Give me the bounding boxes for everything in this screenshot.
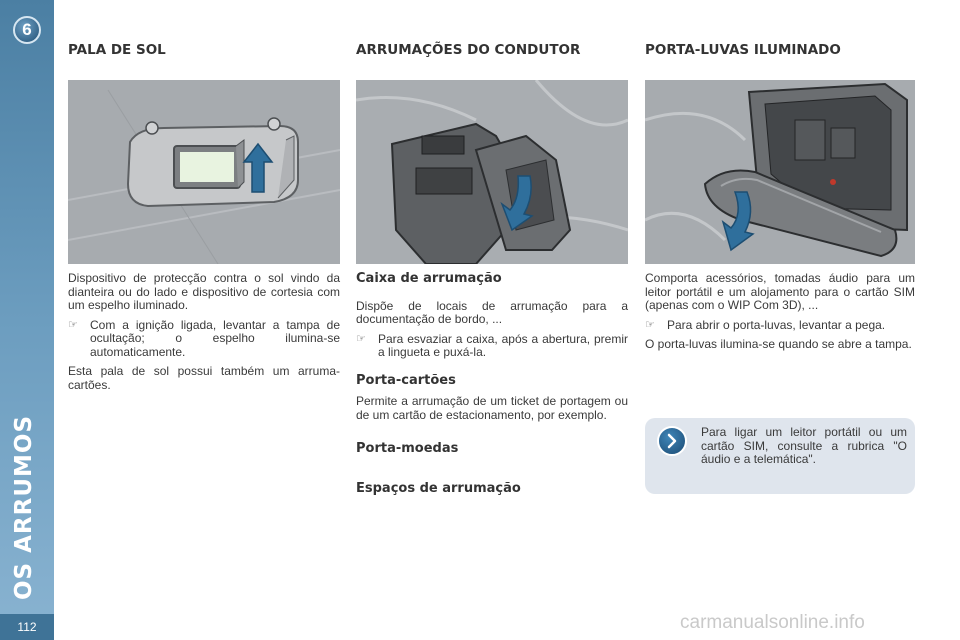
subheading-coin-holder: Porta-moedas <box>356 441 459 456</box>
glove-box-text <box>645 272 915 358</box>
sun-visor-intro: Dispositivo de protecção contra o sol vindo da dianteira ou do lado e dispositivo de cortesia com um espelho iluminado. <box>68 271 340 312</box>
subheading-storage-box: Caixa de arrumação <box>356 271 502 286</box>
storage-box-bullet <box>356 333 628 360</box>
page-number: 112 <box>0 614 54 640</box>
glove-box-bullet <box>645 319 915 333</box>
chapter-badge: 6 <box>13 16 41 44</box>
glove-box-bullet-text: Para abrir o porta-luvas, levantar a pega. <box>667 317 886 332</box>
glove-box-outro: O porta-luvas ilumina-se quando se abre a tampa. <box>645 337 912 351</box>
card-holder-text: Permite a arrumação de um ticket de portagem ou de um cartão de estacionamento, por exemplo. <box>356 394 628 422</box>
sun-visor-text <box>68 272 340 398</box>
heading-glove-box: PORTA-LUVAS ILUMINADO <box>645 42 841 58</box>
sun-visor-outro: Esta pala de sol possui também um arruma-cartões. <box>68 364 340 392</box>
heading-sun-visor: PALA DE SOL <box>68 42 166 58</box>
chevron-right-icon <box>657 426 687 456</box>
glove-box-intro: Comporta acessórios, tomadas áudio para um leitor portátil e um alojamento para o cartão SIM (apenas com o WIP Com 3D), ... <box>645 271 915 312</box>
sun-visor-bullet <box>68 319 340 360</box>
chapter-sidebar <box>0 0 54 640</box>
info-note <box>645 418 915 494</box>
sun-visor-bullet-text: Com a ignição ligada, levantar a tampa de ocultação; o espelho ilumina-se automaticamente. <box>90 317 340 359</box>
storage-box-text: Dispõe de locais de arrumação para a documentação de bordo, ... <box>356 298 628 326</box>
subheading-storage-spaces: Espaços de arrumação <box>356 480 521 496</box>
storage-box-bullet-text: Para esvaziar a caixa, após a abertura, premir a lingueta e puxá-la. <box>378 331 628 359</box>
glove-box-illustration <box>645 80 915 264</box>
watermark: carmanualsonline.info <box>680 612 865 633</box>
heading-driver-storage: ARRUMAÇÕES DO CONDUTOR <box>356 42 581 58</box>
driver-storage-text <box>356 272 628 495</box>
driver-storage-illustration <box>356 80 628 264</box>
info-note-text: Para ligar um leitor portátil ou um cartão SIM, consulte a rubrica "O áudio e a telemática". <box>701 425 907 466</box>
pointing-hand-icon: ☞ <box>68 318 78 331</box>
sun-visor-illustration <box>68 80 340 264</box>
pointing-hand-icon: ☞ <box>645 318 655 331</box>
subheading-card-holder: Porta-cartões <box>356 372 456 388</box>
section-title: OS ARRUMOS <box>11 414 37 600</box>
pointing-hand-icon: ☞ <box>356 332 366 345</box>
